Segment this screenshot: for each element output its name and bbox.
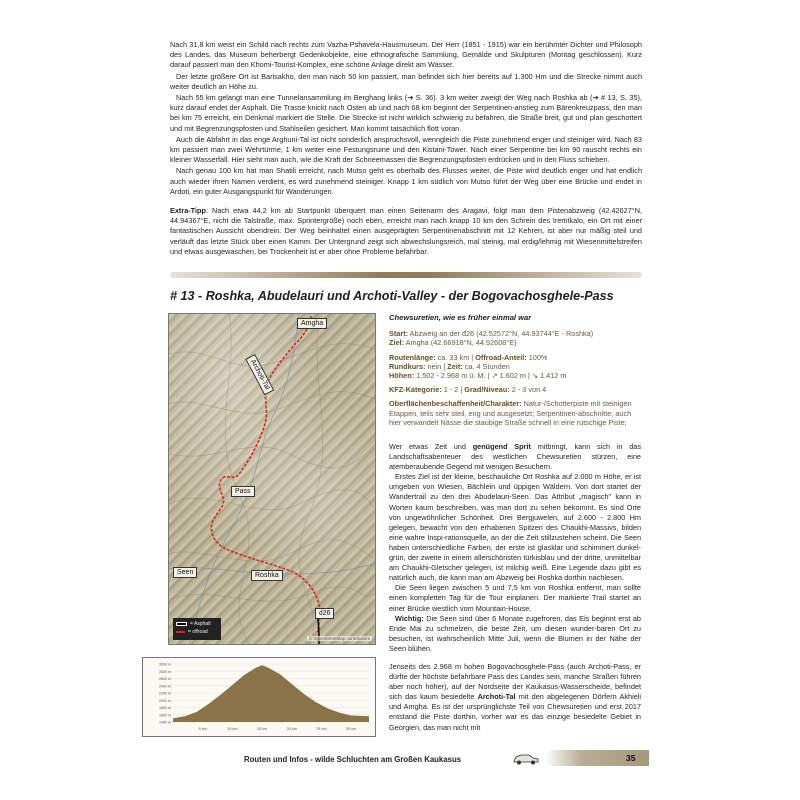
map-label-amgha: Amgha [297,318,327,329]
surface [389,399,641,427]
legend-offroad [176,628,218,636]
map-label-seen: Seen [173,567,197,578]
text-run: Wer etwas Zeit und [389,442,473,451]
elevation-chart [143,658,375,736]
start-value: Abzweig an der đ26 (42.52572°N, 44.93744°E - Roshka) [408,329,594,339]
section-divider [170,272,642,278]
x-tick-label: 15 km [256,727,268,731]
y-tick-label: 1600 m [159,713,171,718]
asphalt-swatch [176,622,187,626]
paragraph: Der letzte größere Ort ist Barisakho, den man nach 50 km passiert, man befindet sich hier bereits auf 1.300 Hm und die Strecke nimmt auch weiter deutlich an Höhe zu. [170,71,642,91]
x-tick-label: 20 km [286,727,297,731]
route-map [168,313,376,645]
intro-text-block [170,40,642,258]
ziel-label: Ziel: [389,338,404,348]
map-label-roshka: Roshka [251,570,283,581]
y-tick-label: 3000 m [159,662,171,667]
map-legend [173,618,221,640]
text-bold: Archoti-Tal [477,692,516,702]
zeit-label: Zeit: [447,361,463,371]
text-run: Die Seen sind über 6 Monate zugefroren, das Eis beginnt erst ab Ende Mai zu schmelzen, die beste Zeit, um diesen wunder-baren Ort zu besuchen, ist wahrscheinlich Mitte Juli, wenn die Blumen in der Nähe der Seen blühen. [389,613,641,653]
text-run: mitbringt, kann sich in das Landschaftsabenteuer des westlichen Chewsuretien stürzen, eine atemberaubende Gegend mit wenigen Besuchern. [389,442,641,472]
footer-text: Routen und Infos - wilde Schluchten am Großen Kaukasus [244,755,462,764]
zeit-value: ca. 4 Stunden [462,361,510,371]
legend-asphalt-label: = Asphalt [190,621,211,627]
map-credit: © OpenStreetMap contributors [308,636,370,641]
paragraph: Die Seen liegen zwischen 5 und 7,5 km von Roshka entfernt, man sollte einen kompletten Tag für die Tour einplanen. Der markierte Trail startet an einer Brücke westlich vom Mountain-House. [389,583,641,613]
x-tick-label: 10 km [227,727,238,731]
paragraph: Nach 31,8 km weist ein Schild nach rechts zum Vazha-Pshavela-Hausmuseum. Der Herr (1851 - 1915) war ein berühmter Dichter und Philosoph des Landes, das Museum beherbergt Gedenkobjekte, eine ethnografische Sammlung, Gemälde und Skulpturen (Montag geschlossen). Kurz darauf passiert man den Khomi-Tourist-Komplex, eine schöne Anlage direkt am Wasser. [170,40,642,70]
ziel-value: Amgha (42.66918°N, 44.92608°E) [404,338,517,348]
route-title: # 13 - Roshka, Abudelauri und Archoti-Valley - der Bogovachosghele-Pass [170,289,614,303]
extra-tip [170,206,642,257]
text-run: Jenseits des 2.968 m hohen Bogovachosghele-Pass (auch Archoti-Pass, er dürfte der höchste befahrbare Pass des Landes sein, manche Straßen führen aber noch höher), auf der Nordseite der Kaukasus-Wasserscheide, befindet sich das kaum besiedelte [389,661,641,702]
route-stats [389,353,641,381]
paragraph: Auch die Abfahrt in das enge Arghuni-Tal ist nicht sonderlich anspruchsvoll, wenngleich die Piste zunehmend enger und steiniger wird. Nach 83 km passiert man zwei Wehrtürme, 1 km weiter eine Festungsruine und den Kistani-Tower. Nach einer Serpentine bei km 90 rauscht rechts ein kleiner Wasserfall. Hier sieht man auch, wie die Kraft der Schneemassen die Begrenzungspfosten erdrücken und in den Fluss schieben. [170,134,642,165]
kfz-label: KFZ-Kategorie: [389,385,442,395]
x-tick-label: 30 km [346,727,357,731]
laenge-value: ca. 33 km | [435,352,476,362]
map-label-archoti-tal: Archoti-Tal [245,354,274,395]
paragraph [389,662,641,733]
wichtig-label: Wichtig: [395,613,424,623]
grad-value: 2 - 3 von 4 [509,385,547,395]
legend-offroad-label: = offroad [188,629,208,635]
extra-tip-label: Extra-Tipp [170,206,206,216]
text-run: mit den abgelegenen Dörfern Akhieli und Amgha. Es ist der ursprünglichste Teil von Chewsuretien und erst 2017 entstand die Piste dorthin, vorher war es das einzige besiedelte Gebiet in Georgien, das man nicht mit [389,692,641,732]
x-tick-label: 25 km [316,727,327,731]
offroad-value: 100% [526,352,548,362]
y-tick-label: 2800 m [159,669,171,674]
y-tick-label: 2600 m [159,677,171,681]
offroad-swatch [176,631,185,633]
legend-asphalt [176,620,218,628]
paragraph [389,442,641,472]
y-tick-label: 2000 m [159,698,171,703]
y-tick-label: 1800 m [159,706,171,710]
paragraph: Nach genau 100 km hat man Shatili erreicht, nach Mutso geht es oberhalb des Flusses weiter, die Piste wird deutlich enger und hat endlich auch wieder ihren Namen verdient, es wird zunehmend steiniger. Knapp 1 km südlich von Mutso führt der Weg über eine Brücke und endet in Ardoti, ein guter Ausgangspunkt für Wanderungen. [170,166,642,196]
x-tick-label: 5 km [198,727,207,731]
map-terrain [169,314,375,644]
laenge-label: Routenlänge: [389,352,436,362]
hoehen-value: 1.502 - 2.968 m ü. M. | ↗ 1.602 m | ↘ 1.412 m [414,371,567,381]
offroad-label: Offroad-Anteil: [475,352,527,362]
ober-label: Oberflächenbeschaffenheit/Charakter: [389,399,522,409]
hoehen-label: Höhen: [389,371,415,381]
start-goal [389,329,641,347]
extra-tip-text: : Nach etwa 44,2 km ab Startpunkt überquert man einen Seitenarm des Aragavi, folgt man dem Pistenabzweig (42.42627°N, 44.94367°E, nicht die Talstraße, max. Sprintergröße) noch eben, erreicht man nach knapp 10 km den Schrein des Iremtkalo, ein Ort mit einer fantastischen Aussicht obendrein. Der Weg beinhaltet einen ausgeprägten Serpentinenabschnitt mit 12 Kehren, ist aber nur mäßig steil und verläuft das letzte Stück über einen Kamm. Der Untergrund zeigt sich abwechslungsreich, mal steinig, mal erdig/lehmig mit Wiesenmittelstreifen und etwas ausgewaschen, bei Trockenheit ist er aber ohne Probleme befahrbar. [170,206,642,256]
category [389,385,641,394]
map-label-road: ძ26 [315,608,334,619]
map-label-pass: Pass [231,486,255,497]
text-bold: genügend Sprit [472,442,531,451]
ober-value: Natur-/Schotterpiste mit steinigen Etappen, teils sehr steil, eng und ausgesetzt; Serpentinen-abschnitte; auch hier verwandelt Nässe die staubige Straße schnell in eine rutschige Piste; [389,399,632,427]
page-number: 35 [626,753,636,763]
elevation-area [173,665,369,722]
rundkurs-value: nein | [425,361,448,371]
route-subtitle: Chewsuretien, wie es früher einmal war [389,313,532,322]
car-icon [512,751,540,765]
paragraph: Nach 55 km gelangt man eine Tunnelansammlung im Berghang links (➔ S. 36). 3 km weiter zweigt der Weg nach Roshka ab (➔ # 13, S. 35), kurz darauf endet der Asphalt. Die Trasse knickt nach Osten ab und nach 68 km beginnt der Serpentinen-anstieg zum Bärenkreuzpass, den man bei km 75 erreicht, ein Denkmal markiert die Stelle. Die Strecke ist nicht wirklich schwierig zu befahren, die Straße breit, gut und plan geschottert und mit Begrenzungspfosten und Stahlseilen gesichert. Man kommt tatsächlich flott voran. [170,93,642,133]
elevation-profile [142,657,376,737]
y-tick-label: 2200 m [159,691,171,696]
rundkurs-label: Rundkurs: [389,361,426,371]
route-info [389,313,641,432]
paragraph [389,614,641,654]
paragraph: Erstes Ziel ist der kleine, beschauliche Ort Roshka auf 2.000 m Höhe, er ist umgeben von Wiesen, Bächlein und üppigen Wäldern. Von dort startet der Wandertrail zu den drei Abudelauri-Seen. Das Attribut „magisch" kann in Worten kaum beschreiben, was man dort zu sehen bekommt. Es sind Orte von ungewöhnlicher Schönheit. Drei Bergjuwelen, auf 2.600 - 2.800 Hm gelegen, bewacht von den erhabenen Spitzen des Chaukhi-Massivs, bilden eine wahre Inspi-rationsquelle, an der die Zeit stillzustehen scheint. Die Seen haben unterschiedliche Farben, der erste ist glasklar und schimmert dunkel-grün, der zweite in einem allerschönsten türkisblau und der dritte, unmittelbar am Chaukhi-Gletscher gelegen, ist milchig weiß. Eine Legende dazu gibt es natürlich auch, die kann man am Abzweig bei Roshka dorthin nachlesen. [389,472,641,583]
start-label: Start: [389,329,409,339]
y-tick-label: 1400 m [159,720,171,725]
y-tick-label: 2400 m [159,684,171,689]
grad-label: Grad/Niveau: [464,385,510,395]
route-description [389,442,641,733]
kfz-value: 1 - 2 | [441,385,465,395]
